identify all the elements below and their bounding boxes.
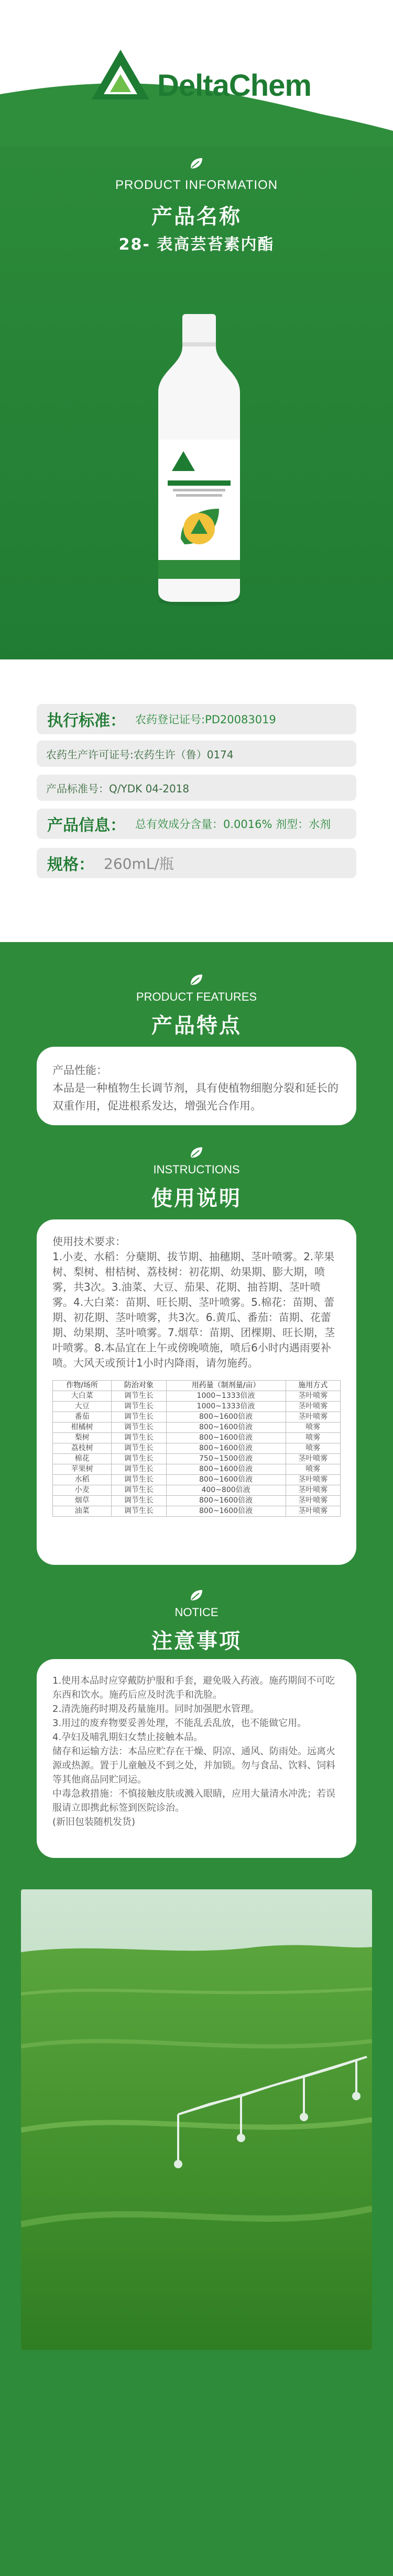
table-cell: 800~1600倍液 bbox=[166, 1433, 286, 1443]
instructions-card bbox=[37, 1219, 356, 1565]
dosage-table bbox=[52, 1380, 341, 1517]
instructions-heading-cn: 使用说明 bbox=[151, 1186, 242, 1211]
table-cell: 大白菜 bbox=[53, 1391, 112, 1402]
table-cell: 调节生长 bbox=[112, 1402, 166, 1412]
table-cell: 大豆 bbox=[53, 1402, 112, 1412]
instructions-text: 1.小麦、水稻：分蘖期、拔节期、抽穗期、茎叶喷雾。2.苹果树、梨树、柑桔树、荔枝树：初花期、幼果期、膨大期，喷雾，共3次。3.油菜、大豆、茄果、花期、抽苔期、茎叶喷雾。4.大白菜：苗期、旺长期、茎叶喷雾。5.棉花：苗期、蕾期、初花期、茎叶喷雾，共3次。6.黄瓜、番茄：苗期、花蕾期、幼果期、茎叶喷雾。7.烟草：苗期、团棵期、旺长期，茎叶喷雾。8.本品宜在上午或傍晚喷施，喷后6小时内遇雨要补喷。大风天或预计1小时内降雨，请勿施药。 bbox=[52, 1250, 335, 1369]
table-row bbox=[53, 1464, 341, 1475]
table-row bbox=[53, 1402, 341, 1412]
leaf-icon bbox=[189, 1589, 204, 1601]
spec-size bbox=[37, 848, 356, 878]
size-label: 规格： bbox=[47, 856, 94, 874]
table-header: 施用方式 bbox=[286, 1381, 340, 1391]
table-cell: 调节生长 bbox=[112, 1433, 166, 1443]
table-cell: 1000~1333倍液 bbox=[166, 1391, 286, 1402]
features-heading-cn: 产品特点 bbox=[151, 1014, 242, 1038]
notice-item: 1.使用本品时应穿戴防护服和手套，避免吸入药液。施药期间不可吃东西和饮水。施药后应及时洗手和洗脸。 bbox=[52, 1675, 335, 1700]
features-line-2: 本品是一种植物生长调节剂，具有使植物细胞分裂和延长的双重作用，促进根系发达，增强光合作用。 bbox=[52, 1082, 339, 1112]
table-row bbox=[53, 1506, 341, 1517]
table-cell: 800~1600倍液 bbox=[166, 1443, 286, 1454]
table-cell: 喷雾 bbox=[286, 1443, 340, 1454]
table-row bbox=[53, 1496, 341, 1506]
table-cell: 喷雾 bbox=[286, 1423, 340, 1433]
table-cell: 小麦 bbox=[53, 1485, 112, 1496]
table-cell: 1000~1333倍液 bbox=[166, 1402, 286, 1412]
table-cell: 800~1600倍液 bbox=[166, 1506, 286, 1517]
hero-section bbox=[0, 0, 393, 748]
table-cell: 水稻 bbox=[53, 1475, 112, 1485]
table-row bbox=[53, 1391, 341, 1402]
spec-info bbox=[37, 809, 356, 839]
table-cell: 棉花 bbox=[53, 1454, 112, 1464]
table-row bbox=[53, 1454, 341, 1464]
production-permit-value: 农药生产许可证号:农药生许（鲁）0174 bbox=[46, 748, 234, 761]
features-card bbox=[37, 1047, 356, 1125]
notice-heading-en: NOTICE bbox=[174, 1606, 219, 1619]
farm-field-image bbox=[21, 1889, 372, 2350]
table-cell: 调节生长 bbox=[112, 1454, 166, 1464]
table-row bbox=[53, 1423, 341, 1433]
table-cell: 茎叶喷雾 bbox=[286, 1412, 340, 1423]
table-cell: 柑橘树 bbox=[53, 1423, 112, 1433]
notice-list bbox=[52, 1674, 341, 1829]
table-cell: 调节生长 bbox=[112, 1412, 166, 1423]
table-cell: 喷雾 bbox=[286, 1464, 340, 1475]
table-header-row bbox=[53, 1381, 341, 1391]
table-header: 作物/场所 bbox=[53, 1381, 112, 1391]
table-cell: 800~1600倍液 bbox=[166, 1464, 286, 1475]
product-bottle-image bbox=[152, 314, 246, 607]
table-cell: 苹果树 bbox=[53, 1464, 112, 1475]
table-row bbox=[53, 1485, 341, 1496]
leaf-icon bbox=[189, 157, 204, 170]
table-header: 用药量（制剂量/亩） bbox=[166, 1381, 286, 1391]
table-cell: 调节生长 bbox=[112, 1496, 166, 1506]
notice-item: (新旧包装随机发货) bbox=[52, 1817, 136, 1828]
table-cell: 调节生长 bbox=[112, 1475, 166, 1485]
standard-value: 产品标准号：Q/YDK 04-2018 bbox=[46, 782, 190, 795]
table-header: 防治对象 bbox=[112, 1381, 166, 1391]
table-cell: 烟草 bbox=[53, 1496, 112, 1506]
spec-registration bbox=[37, 704, 356, 734]
instructions-intro: 使用技术要求： bbox=[52, 1235, 126, 1248]
table-cell: 茎叶喷雾 bbox=[286, 1391, 340, 1402]
size-value: 260mL/瓶 bbox=[104, 855, 174, 872]
registration-value: 农药登记证号:PD20083019 bbox=[135, 713, 276, 726]
table-cell: 800~1600倍液 bbox=[166, 1412, 286, 1423]
table-cell: 800~1600倍液 bbox=[166, 1423, 286, 1433]
details-section bbox=[0, 942, 393, 2576]
notice-heading-cn: 注意事项 bbox=[151, 1629, 242, 1653]
table-cell: 茎叶喷雾 bbox=[286, 1402, 340, 1412]
table-cell: 调节生长 bbox=[112, 1506, 166, 1517]
table-cell: 调节生长 bbox=[112, 1443, 166, 1454]
info-label: 产品信息： bbox=[47, 816, 126, 835]
spec-section bbox=[0, 659, 393, 942]
table-cell: 茎叶喷雾 bbox=[286, 1475, 340, 1485]
table-cell: 茎叶喷雾 bbox=[286, 1496, 340, 1506]
table-cell: 调节生长 bbox=[112, 1391, 166, 1402]
spec-production-permit bbox=[37, 741, 356, 767]
table-body bbox=[53, 1391, 341, 1517]
notice-item: 中毒急救措施：不慎接触皮肤或溅入眼睛，应用大量清水冲洗；若误服请立即携此标签到医院诊治。 bbox=[52, 1788, 335, 1813]
table-row bbox=[53, 1475, 341, 1485]
table-cell: 750~1500倍液 bbox=[166, 1454, 286, 1464]
table-row bbox=[53, 1412, 341, 1423]
registration-label: 执行标准： bbox=[47, 712, 126, 730]
spec-standard bbox=[37, 775, 356, 801]
table-cell: 喷雾 bbox=[286, 1433, 340, 1443]
table-cell: 调节生长 bbox=[112, 1464, 166, 1475]
notice-item: 4.孕妇及哺乳期妇女禁止接触本品。 bbox=[52, 1732, 203, 1743]
notice-item: 3.用过的废弃物要妥善处理，不能乱丢乱放，也不能做它用。 bbox=[52, 1718, 307, 1729]
table-cell: 荔枝树 bbox=[53, 1443, 112, 1454]
leaf-icon bbox=[189, 973, 204, 986]
notice-item: 2.清洗施药时期及药量施用。同时加强肥水管理。 bbox=[52, 1704, 260, 1715]
product-info-heading-cn: 产品名称 bbox=[151, 205, 242, 229]
brand-triangle-icon bbox=[89, 47, 152, 105]
table-cell: 茎叶喷雾 bbox=[286, 1506, 340, 1517]
notice-card bbox=[37, 1659, 356, 1858]
notice-item: 储存和运输方法：本品应贮存在干燥、阴凉、通风、防雨处。远离火源或热源。置于儿童触及不到之处，并加锁。勿与食品、饮料、饲料等其他商品同贮同运。 bbox=[52, 1746, 335, 1785]
instructions-heading-en: INSTRUCTIONS bbox=[153, 1163, 240, 1176]
table-cell: 梨树 bbox=[53, 1433, 112, 1443]
table-cell: 800~1600倍液 bbox=[166, 1496, 286, 1506]
table-cell: 油菜 bbox=[53, 1506, 112, 1517]
brand-name: DeltaChem bbox=[157, 69, 311, 103]
table-cell: 茎叶喷雾 bbox=[286, 1454, 340, 1464]
table-cell: 调节生长 bbox=[112, 1485, 166, 1496]
logo-banner bbox=[0, 0, 393, 147]
field-illustration bbox=[21, 1889, 372, 2350]
table-cell: 茎叶喷雾 bbox=[286, 1485, 340, 1496]
table-cell: 800~1600倍液 bbox=[166, 1475, 286, 1485]
features-line-1: 产品性能： bbox=[52, 1064, 107, 1077]
leaf-icon bbox=[189, 1146, 204, 1159]
table-row bbox=[53, 1433, 341, 1443]
table-cell: 400~800倍液 bbox=[166, 1485, 286, 1496]
features-heading-en: PRODUCT FEATURES bbox=[136, 990, 257, 1003]
table-cell: 番茄 bbox=[53, 1412, 112, 1423]
product-name: 28- 表高芸苔素内酯 bbox=[118, 236, 275, 254]
table-row bbox=[53, 1443, 341, 1454]
table-cell: 调节生长 bbox=[112, 1423, 166, 1433]
info-value: 总有效成分含量：0.0016% 剂型：水剂 bbox=[135, 818, 331, 831]
product-info-heading-en: PRODUCT INFORMATION bbox=[115, 178, 278, 192]
